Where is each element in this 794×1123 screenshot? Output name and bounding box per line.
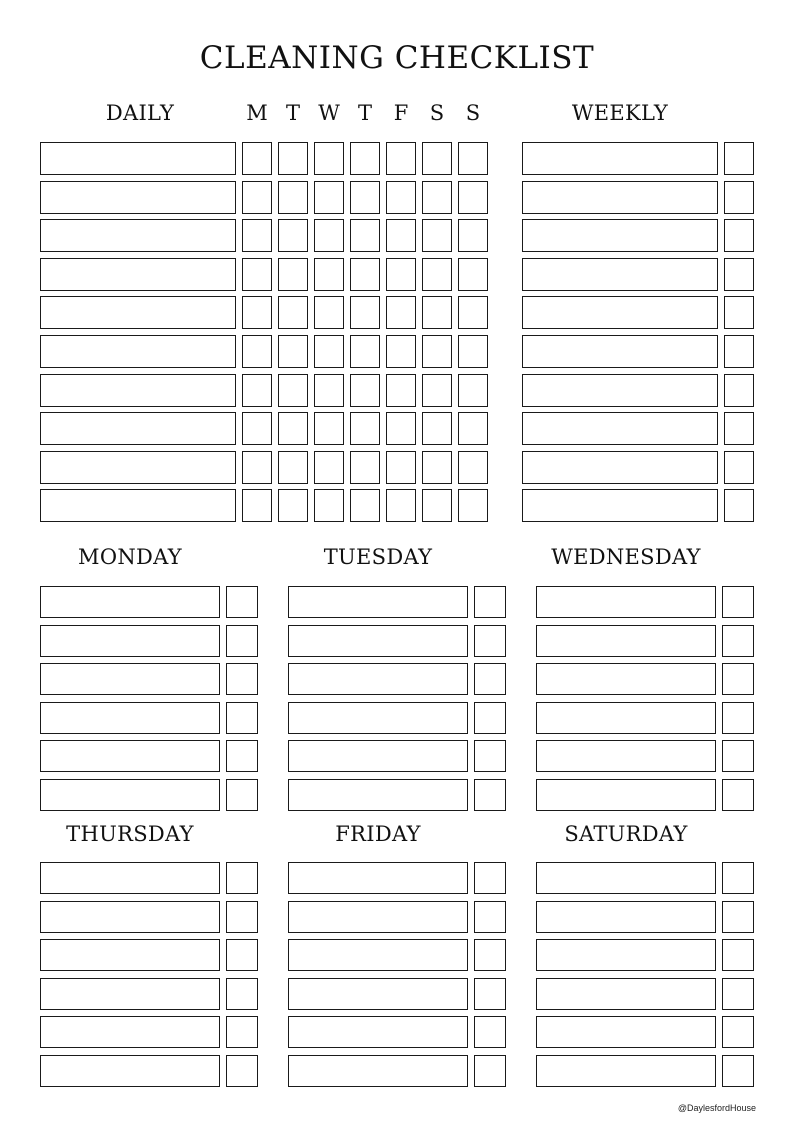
- daily-checkbox[interactable]: [350, 374, 380, 407]
- daily-checkbox[interactable]: [458, 451, 488, 484]
- daily-checkbox[interactable]: [314, 335, 344, 368]
- friday-task-field[interactable]: [288, 901, 468, 933]
- daily-checkbox[interactable]: [422, 335, 452, 368]
- daily-checkbox[interactable]: [422, 451, 452, 484]
- tuesday-task-field[interactable]: [288, 586, 468, 618]
- friday-task-field[interactable]: [288, 978, 468, 1010]
- saturday-task-field[interactable]: [536, 901, 716, 933]
- weekly-checkbox[interactable]: [724, 451, 754, 484]
- daily-checkbox[interactable]: [314, 142, 344, 175]
- wednesday-checkbox[interactable]: [722, 625, 754, 657]
- daily-checkbox[interactable]: [422, 296, 452, 329]
- monday-heading: MONDAY: [78, 545, 182, 569]
- weekly-task-field[interactable]: [522, 335, 718, 368]
- day-letter: S: [465, 101, 481, 125]
- friday-checkbox[interactable]: [474, 978, 506, 1010]
- daily-checkbox[interactable]: [350, 219, 380, 252]
- friday-checkbox[interactable]: [474, 939, 506, 971]
- daily-checkbox[interactable]: [242, 181, 272, 214]
- saturday-checkbox[interactable]: [722, 1016, 754, 1048]
- daily-checkbox[interactable]: [350, 296, 380, 329]
- daily-task-field[interactable]: [40, 258, 236, 291]
- daily-checkbox[interactable]: [458, 335, 488, 368]
- monday-task-field[interactable]: [40, 663, 220, 695]
- weekly-task-field[interactable]: [522, 489, 718, 522]
- daily-checkbox[interactable]: [350, 412, 380, 445]
- wednesday-task-field[interactable]: [536, 625, 716, 657]
- daily-checkbox[interactable]: [422, 142, 452, 175]
- daily-checkbox[interactable]: [458, 412, 488, 445]
- monday-checkbox[interactable]: [226, 779, 258, 811]
- weekly-checkbox[interactable]: [724, 296, 754, 329]
- daily-checkbox[interactable]: [422, 489, 452, 522]
- monday-task-field[interactable]: [40, 625, 220, 657]
- daily-checkbox[interactable]: [314, 219, 344, 252]
- daily-task-field[interactable]: [40, 451, 236, 484]
- weekly-checkbox[interactable]: [724, 335, 754, 368]
- daily-checkbox[interactable]: [422, 374, 452, 407]
- daily-checkbox[interactable]: [278, 258, 308, 291]
- weekly-checkbox[interactable]: [724, 142, 754, 175]
- monday-checkbox[interactable]: [226, 625, 258, 657]
- friday-task-field[interactable]: [288, 862, 468, 894]
- daily-checkbox[interactable]: [386, 142, 416, 175]
- tuesday-checkbox[interactable]: [474, 625, 506, 657]
- daily-checkbox[interactable]: [242, 296, 272, 329]
- thursday-checkbox[interactable]: [226, 1016, 258, 1048]
- saturday-checkbox[interactable]: [722, 862, 754, 894]
- friday-checkbox[interactable]: [474, 1055, 506, 1087]
- daily-checkbox[interactable]: [278, 181, 308, 214]
- thursday-task-field[interactable]: [40, 939, 220, 971]
- daily-checkbox[interactable]: [422, 181, 452, 214]
- daily-checkbox[interactable]: [278, 412, 308, 445]
- day-letter: F: [393, 101, 409, 125]
- daily-checkbox[interactable]: [422, 258, 452, 291]
- daily-checkbox[interactable]: [314, 181, 344, 214]
- daily-checkbox[interactable]: [458, 258, 488, 291]
- daily-checkbox[interactable]: [458, 296, 488, 329]
- daily-task-field[interactable]: [40, 181, 236, 214]
- saturday-task-field[interactable]: [536, 862, 716, 894]
- weekly-task-field[interactable]: [522, 412, 718, 445]
- monday-checkbox[interactable]: [226, 663, 258, 695]
- tuesday-checkbox[interactable]: [474, 779, 506, 811]
- weekly-task-field[interactable]: [522, 219, 718, 252]
- daily-checkbox[interactable]: [242, 335, 272, 368]
- daily-checkbox[interactable]: [314, 258, 344, 291]
- daily-checkbox[interactable]: [350, 451, 380, 484]
- monday-checkbox[interactable]: [226, 586, 258, 618]
- monday-checkbox[interactable]: [226, 702, 258, 734]
- daily-checkbox[interactable]: [350, 258, 380, 291]
- weekly-task-field[interactable]: [522, 374, 718, 407]
- friday-checkbox[interactable]: [474, 862, 506, 894]
- daily-checkbox[interactable]: [458, 374, 488, 407]
- daily-checkbox[interactable]: [386, 451, 416, 484]
- thursday-task-field[interactable]: [40, 978, 220, 1010]
- friday-heading: FRIDAY: [335, 822, 421, 846]
- thursday-checkbox[interactable]: [226, 1055, 258, 1087]
- daily-checkbox[interactable]: [422, 412, 452, 445]
- daily-checkbox[interactable]: [278, 219, 308, 252]
- saturday-checkbox[interactable]: [722, 1055, 754, 1087]
- thursday-checkbox[interactable]: [226, 978, 258, 1010]
- wednesday-checkbox[interactable]: [722, 779, 754, 811]
- daily-checkbox[interactable]: [350, 335, 380, 368]
- daily-checkbox[interactable]: [242, 412, 272, 445]
- saturday-task-field[interactable]: [536, 1055, 716, 1087]
- daily-checkbox[interactable]: [314, 489, 344, 522]
- tuesday-checkbox[interactable]: [474, 663, 506, 695]
- daily-checkbox[interactable]: [350, 181, 380, 214]
- daily-checkbox[interactable]: [242, 142, 272, 175]
- monday-task-field[interactable]: [40, 740, 220, 772]
- weekly-task-field[interactable]: [522, 451, 718, 484]
- thursday-task-field[interactable]: [40, 901, 220, 933]
- tuesday-task-field[interactable]: [288, 663, 468, 695]
- daily-task-field[interactable]: [40, 335, 236, 368]
- daily-checkbox[interactable]: [386, 374, 416, 407]
- saturday-task-field[interactable]: [536, 939, 716, 971]
- tuesday-checkbox[interactable]: [474, 740, 506, 772]
- friday-task-field[interactable]: [288, 1055, 468, 1087]
- weekly-checkbox[interactable]: [724, 374, 754, 407]
- wednesday-task-field[interactable]: [536, 702, 716, 734]
- wednesday-task-field[interactable]: [536, 663, 716, 695]
- wednesday-task-field[interactable]: [536, 740, 716, 772]
- daily-checkbox[interactable]: [458, 181, 488, 214]
- daily-task-field[interactable]: [40, 489, 236, 522]
- weekly-checkbox[interactable]: [724, 412, 754, 445]
- day-letter: W: [318, 101, 340, 125]
- wednesday-checkbox[interactable]: [722, 663, 754, 695]
- friday-task-field[interactable]: [288, 1016, 468, 1048]
- wednesday-task-field[interactable]: [536, 586, 716, 618]
- daily-checkbox[interactable]: [278, 374, 308, 407]
- daily-checkbox[interactable]: [386, 489, 416, 522]
- saturday-heading: SATURDAY: [564, 822, 688, 846]
- day-letter: S: [429, 101, 445, 125]
- wednesday-task-field[interactable]: [536, 779, 716, 811]
- daily-checkbox[interactable]: [350, 142, 380, 175]
- daily-checkbox[interactable]: [458, 219, 488, 252]
- daily-checkbox[interactable]: [278, 451, 308, 484]
- daily-checkbox[interactable]: [242, 258, 272, 291]
- daily-task-field[interactable]: [40, 412, 236, 445]
- saturday-checkbox[interactable]: [722, 939, 754, 971]
- daily-checkbox[interactable]: [314, 374, 344, 407]
- daily-checkbox[interactable]: [386, 219, 416, 252]
- thursday-checkbox[interactable]: [226, 862, 258, 894]
- day-letter: T: [357, 101, 372, 125]
- weekly-checkbox[interactable]: [724, 181, 754, 214]
- weekly-checkbox[interactable]: [724, 258, 754, 291]
- daily-checkbox[interactable]: [242, 219, 272, 252]
- daily-checkbox[interactable]: [458, 489, 488, 522]
- thursday-task-field[interactable]: [40, 1055, 220, 1087]
- weekly-heading: WEEKLY: [571, 101, 669, 125]
- daily-checkbox[interactable]: [386, 296, 416, 329]
- saturday-checkbox[interactable]: [722, 978, 754, 1010]
- daily-checkbox[interactable]: [422, 219, 452, 252]
- thursday-task-field[interactable]: [40, 1016, 220, 1048]
- footer-handle: @DaylesfordHouse: [677, 1103, 756, 1113]
- weekly-task-field[interactable]: [522, 258, 718, 291]
- daily-checkbox[interactable]: [242, 374, 272, 407]
- daily-checkbox[interactable]: [278, 489, 308, 522]
- tuesday-task-field[interactable]: [288, 779, 468, 811]
- page-title: CLEANING CHECKLIST: [199, 40, 595, 76]
- daily-task-field[interactable]: [40, 374, 236, 407]
- daily-task-field[interactable]: [40, 296, 236, 329]
- tuesday-heading: TUESDAY: [323, 545, 433, 569]
- daily-task-field[interactable]: [40, 219, 236, 252]
- thursday-checkbox[interactable]: [226, 901, 258, 933]
- tuesday-task-field[interactable]: [288, 740, 468, 772]
- friday-checkbox[interactable]: [474, 901, 506, 933]
- daily-checkbox[interactable]: [350, 489, 380, 522]
- daily-checkbox[interactable]: [386, 181, 416, 214]
- thursday-task-field[interactable]: [40, 862, 220, 894]
- daily-checkbox[interactable]: [278, 142, 308, 175]
- daily-checkbox[interactable]: [242, 451, 272, 484]
- saturday-checkbox[interactable]: [722, 901, 754, 933]
- weekly-checkbox[interactable]: [724, 219, 754, 252]
- daily-checkbox[interactable]: [278, 296, 308, 329]
- thursday-heading: THURSDAY: [66, 822, 194, 846]
- day-letter: M: [246, 101, 268, 125]
- saturday-task-field[interactable]: [536, 1016, 716, 1048]
- tuesday-checkbox[interactable]: [474, 586, 506, 618]
- wednesday-checkbox[interactable]: [722, 586, 754, 618]
- daily-task-field[interactable]: [40, 142, 236, 175]
- monday-task-field[interactable]: [40, 586, 220, 618]
- wednesday-heading: WEDNESDAY: [551, 545, 701, 569]
- tuesday-task-field[interactable]: [288, 702, 468, 734]
- friday-checkbox[interactable]: [474, 1016, 506, 1048]
- weekly-checkbox[interactable]: [724, 489, 754, 522]
- wednesday-checkbox[interactable]: [722, 740, 754, 772]
- tuesday-task-field[interactable]: [288, 625, 468, 657]
- monday-task-field[interactable]: [40, 779, 220, 811]
- daily-checkbox[interactable]: [314, 296, 344, 329]
- daily-heading: DAILY: [105, 101, 175, 125]
- saturday-task-field[interactable]: [536, 978, 716, 1010]
- daily-checkbox[interactable]: [314, 412, 344, 445]
- monday-checkbox[interactable]: [226, 740, 258, 772]
- weekly-task-field[interactable]: [522, 296, 718, 329]
- day-letter: T: [285, 101, 300, 125]
- friday-task-field[interactable]: [288, 939, 468, 971]
- weekly-task-field[interactable]: [522, 181, 718, 214]
- daily-checkbox[interactable]: [314, 451, 344, 484]
- daily-checkbox[interactable]: [386, 412, 416, 445]
- daily-checkbox[interactable]: [242, 489, 272, 522]
- monday-task-field[interactable]: [40, 702, 220, 734]
- daily-checkbox[interactable]: [278, 335, 308, 368]
- daily-checkbox[interactable]: [386, 258, 416, 291]
- daily-checkbox[interactable]: [386, 335, 416, 368]
- weekly-task-field[interactable]: [522, 142, 718, 175]
- tuesday-checkbox[interactable]: [474, 702, 506, 734]
- daily-checkbox[interactable]: [458, 142, 488, 175]
- thursday-checkbox[interactable]: [226, 939, 258, 971]
- wednesday-checkbox[interactable]: [722, 702, 754, 734]
